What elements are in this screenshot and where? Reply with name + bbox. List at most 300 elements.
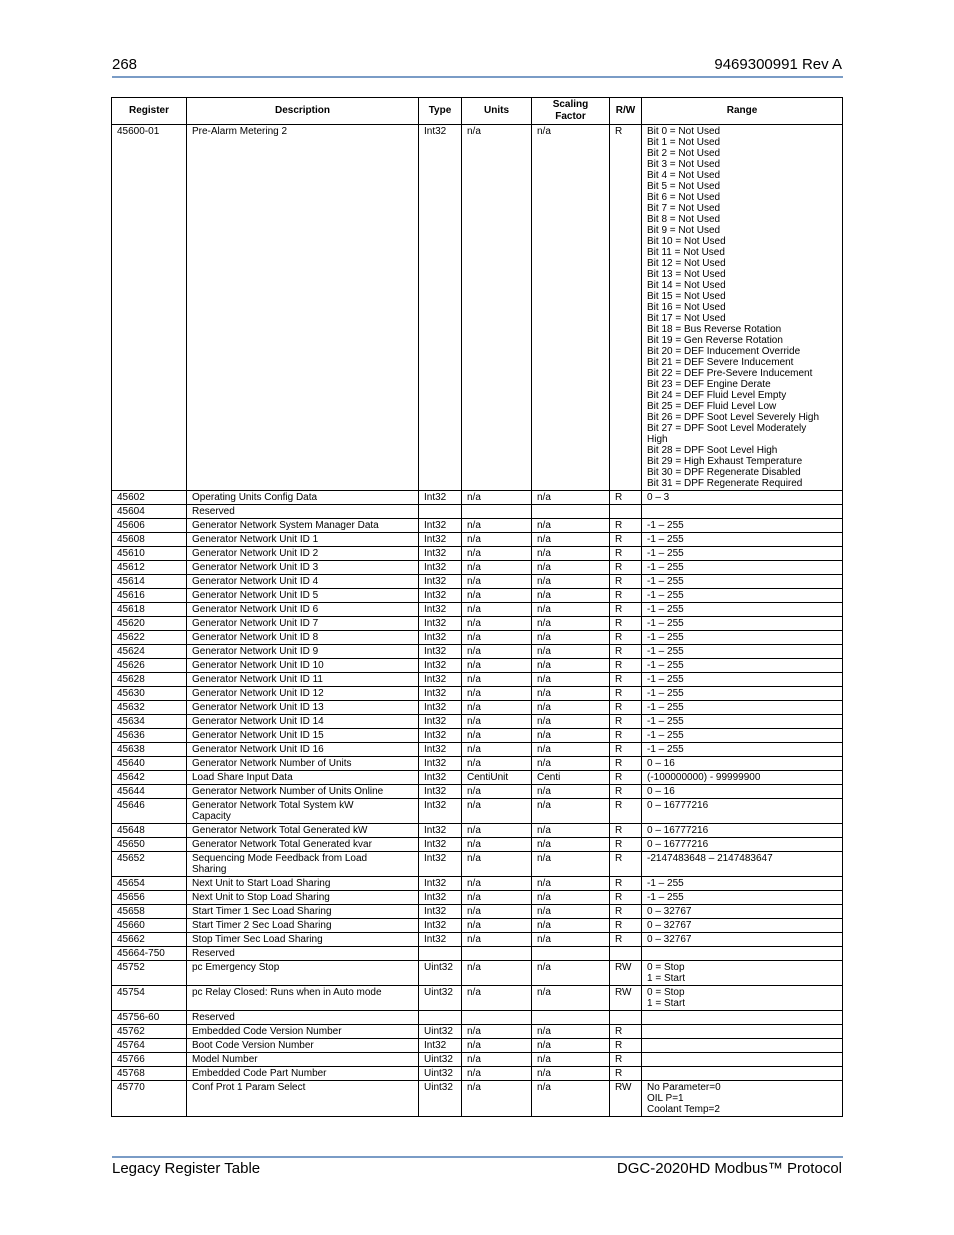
cell-register: 45600-01 (112, 125, 187, 491)
cell-rw: RW (610, 986, 642, 1011)
cell-units: n/a (462, 715, 532, 729)
cell-type (419, 505, 462, 519)
cell-range (642, 505, 843, 519)
cell-type: Int32 (419, 799, 462, 824)
cell-type: Int32 (419, 785, 462, 799)
cell-rw: R (610, 1039, 642, 1053)
cell-rw: R (610, 575, 642, 589)
cell-units: n/a (462, 743, 532, 757)
cell-rw: R (610, 715, 642, 729)
cell-type: Int32 (419, 645, 462, 659)
cell-units: n/a (462, 757, 532, 771)
cell-type: Int32 (419, 687, 462, 701)
cell-rw: R (610, 533, 642, 547)
table-row (112, 533, 843, 547)
cell-description: Generator Network Unit ID 8 (187, 631, 419, 645)
cell-rw: R (610, 561, 642, 575)
footer-document-title: DGC-2020HD Modbus™ Protocol (616, 1160, 842, 1177)
cell-scaling-factor: n/a (532, 799, 610, 824)
cell-description: Generator Network Number of Units (187, 757, 419, 771)
cell-rw: R (610, 519, 642, 533)
cell-range: 0 – 16 (642, 757, 843, 771)
cell-type: Int32 (419, 659, 462, 673)
cell-range: No Parameter=0 OIL P=1 Coolant Temp=2 (642, 1081, 843, 1117)
cell-range: -1 – 255 (642, 533, 843, 547)
cell-type: Int32 (419, 561, 462, 575)
cell-register: 45650 (112, 838, 187, 852)
cell-range: 0 = Stop 1 = Start (642, 961, 843, 986)
cell-range: -1 – 255 (642, 603, 843, 617)
cell-description: Generator Network Unit ID 3 (187, 561, 419, 575)
table-row (112, 838, 843, 852)
cell-units: CentiUnit (462, 771, 532, 785)
cell-register: 45602 (112, 491, 187, 505)
cell-units: n/a (462, 547, 532, 561)
cell-description: Conf Prot 1 Param Select (187, 1081, 419, 1117)
cell-register: 45768 (112, 1067, 187, 1081)
cell-description: Generator Network Unit ID 11 (187, 673, 419, 687)
cell-type: Int32 (419, 729, 462, 743)
cell-range: Bit 0 = Not Used Bit 1 = Not Used Bit 2 = Not Used Bit 3 = Not Used Bit 4 = Not Used Bit 5 = Not Used Bit 6 = Not Used Bit 7 = Not Used Bit 8 = Not Used Bit 9 = Not Used Bit 10 = Not Used Bit 11 = Not Used Bit 12 = Not Used Bit 13 = Not Used Bit 14 = Not Used Bit 15 = Not Used Bit 16 = Not Used Bit 17 = Not Used Bit 18 = Bus Reverse Rotation Bit 19 = Gen Reverse Rotation Bit 20 = DEF Inducement Override Bit 21 = DEF Severe Inducement Bit 22 = DEF Pre-Severe Inducement Bit 23 = DEF Engine Derate Bit 24 = DEF Fluid Level Empty Bit 25 = DEF Fluid Level Low Bit 26 = DPF Soot Level Severely High Bit 27 = DPF Soot Level Moderately High Bit 28 = DPF Soot Level High Bit 29 = High Exhaust Temperature Bit 30 = DPF Regenerate Disabled Bit 31 = DPF Regenerate Required (642, 125, 843, 491)
cell-description: Start Timer 1 Sec Load Sharing (187, 905, 419, 919)
table-row (112, 1067, 843, 1081)
cell-register: 45624 (112, 645, 187, 659)
cell-rw: R (610, 659, 642, 673)
cell-range: -1 – 255 (642, 519, 843, 533)
cell-type: Int32 (419, 603, 462, 617)
cell-register: 45766 (112, 1053, 187, 1067)
cell-type: Uint32 (419, 1053, 462, 1067)
cell-units: n/a (462, 701, 532, 715)
cell-description: Generator Network Unit ID 10 (187, 659, 419, 673)
cell-range: -1 – 255 (642, 547, 843, 561)
column-header-register: Register (112, 98, 187, 125)
cell-range: -1 – 255 (642, 645, 843, 659)
cell-scaling-factor: n/a (532, 743, 610, 757)
cell-description: Generator Network Unit ID 9 (187, 645, 419, 659)
cell-rw: R (610, 701, 642, 715)
column-header-type: Type (419, 98, 462, 125)
cell-range: 0 = Stop 1 = Start (642, 986, 843, 1011)
cell-units: n/a (462, 687, 532, 701)
cell-scaling-factor: n/a (532, 701, 610, 715)
cell-units: n/a (462, 491, 532, 505)
cell-units: n/a (462, 891, 532, 905)
cell-register: 45626 (112, 659, 187, 673)
cell-description: Generator Network Number of Units Online (187, 785, 419, 799)
cell-range (642, 1039, 843, 1053)
cell-rw: R (610, 757, 642, 771)
cell-scaling-factor: n/a (532, 877, 610, 891)
cell-scaling-factor: n/a (532, 491, 610, 505)
cell-rw: R (610, 673, 642, 687)
cell-rw: R (610, 799, 642, 824)
cell-rw: R (610, 785, 642, 799)
cell-scaling-factor: n/a (532, 589, 610, 603)
cell-type: Int32 (419, 125, 462, 491)
cell-scaling-factor: n/a (532, 687, 610, 701)
cell-scaling-factor (532, 947, 610, 961)
cell-rw (610, 505, 642, 519)
cell-scaling-factor: n/a (532, 824, 610, 838)
cell-description: Operating Units Config Data (187, 491, 419, 505)
cell-units: n/a (462, 617, 532, 631)
cell-register: 45656 (112, 891, 187, 905)
cell-scaling-factor: n/a (532, 986, 610, 1011)
cell-units: n/a (462, 1053, 532, 1067)
cell-scaling-factor: n/a (532, 1067, 610, 1081)
cell-scaling-factor: n/a (532, 891, 610, 905)
table-row (112, 617, 843, 631)
cell-range: 0 – 16777216 (642, 799, 843, 824)
cell-description: Start Timer 2 Sec Load Sharing (187, 919, 419, 933)
column-header-rw: R/W (610, 98, 642, 125)
cell-register: 45762 (112, 1025, 187, 1039)
cell-description: Sequencing Mode Feedback from Load Sharing (187, 852, 419, 877)
cell-rw: R (610, 877, 642, 891)
cell-range: 0 – 16777216 (642, 824, 843, 838)
cell-range: -1 – 255 (642, 659, 843, 673)
table-row (112, 771, 843, 785)
cell-range: -1 – 255 (642, 673, 843, 687)
cell-description: Generator Network Unit ID 15 (187, 729, 419, 743)
cell-description: Next Unit to Stop Load Sharing (187, 891, 419, 905)
cell-scaling-factor: n/a (532, 659, 610, 673)
table-row (112, 1011, 843, 1025)
cell-scaling-factor: n/a (532, 673, 610, 687)
cell-range: -1 – 255 (642, 561, 843, 575)
cell-rw: R (610, 771, 642, 785)
cell-scaling-factor: n/a (532, 729, 610, 743)
table-row (112, 547, 843, 561)
cell-scaling-factor: n/a (532, 603, 610, 617)
cell-rw: R (610, 824, 642, 838)
cell-units: n/a (462, 1039, 532, 1053)
cell-units: n/a (462, 785, 532, 799)
cell-type: Int32 (419, 891, 462, 905)
cell-type: Uint32 (419, 986, 462, 1011)
table-row (112, 687, 843, 701)
cell-scaling-factor: n/a (532, 757, 610, 771)
cell-rw (610, 1011, 642, 1025)
cell-range (642, 1067, 843, 1081)
cell-type: Int32 (419, 617, 462, 631)
table-row (112, 743, 843, 757)
table-row (112, 673, 843, 687)
cell-register: 45752 (112, 961, 187, 986)
cell-range: -1 – 255 (642, 729, 843, 743)
cell-scaling-factor: n/a (532, 1081, 610, 1117)
cell-register: 45612 (112, 561, 187, 575)
cell-scaling-factor: n/a (532, 919, 610, 933)
footer-rule (112, 1156, 843, 1158)
cell-rw: R (610, 852, 642, 877)
cell-register: 45652 (112, 852, 187, 877)
cell-rw: RW (610, 1081, 642, 1117)
cell-units: n/a (462, 1025, 532, 1039)
cell-register: 45634 (112, 715, 187, 729)
table-row (112, 919, 843, 933)
cell-units: n/a (462, 1067, 532, 1081)
cell-description: Generator Network Unit ID 12 (187, 687, 419, 701)
register-table (111, 97, 843, 1117)
cell-description: Generator Network Unit ID 16 (187, 743, 419, 757)
table-row (112, 701, 843, 715)
cell-type: Int32 (419, 575, 462, 589)
cell-rw: R (610, 125, 642, 491)
table-row (112, 561, 843, 575)
cell-units (462, 947, 532, 961)
cell-scaling-factor: n/a (532, 961, 610, 986)
cell-range: 0 – 3 (642, 491, 843, 505)
cell-units: n/a (462, 838, 532, 852)
cell-register: 45770 (112, 1081, 187, 1117)
cell-scaling-factor: n/a (532, 715, 610, 729)
cell-type: Uint32 (419, 1081, 462, 1117)
table-row (112, 757, 843, 771)
cell-scaling-factor: n/a (532, 852, 610, 877)
cell-description: Generator Network Unit ID 6 (187, 603, 419, 617)
cell-register: 45608 (112, 533, 187, 547)
cell-units: n/a (462, 125, 532, 491)
cell-range: -1 – 255 (642, 743, 843, 757)
cell-register: 45620 (112, 617, 187, 631)
table-row (112, 491, 843, 505)
table-row (112, 1081, 843, 1117)
cell-register: 45616 (112, 589, 187, 603)
cell-type: Int32 (419, 715, 462, 729)
cell-rw: R (610, 919, 642, 933)
column-header-units: Units (462, 98, 532, 125)
cell-rw: R (610, 891, 642, 905)
cell-rw: R (610, 933, 642, 947)
cell-rw: R (610, 838, 642, 852)
cell-register: 45618 (112, 603, 187, 617)
cell-register: 45658 (112, 905, 187, 919)
cell-scaling-factor: n/a (532, 785, 610, 799)
cell-scaling-factor: n/a (532, 631, 610, 645)
cell-type: Int32 (419, 743, 462, 757)
cell-type: Int32 (419, 877, 462, 891)
cell-register: 45646 (112, 799, 187, 824)
cell-range: -1 – 255 (642, 715, 843, 729)
cell-units: n/a (462, 729, 532, 743)
table-row (112, 645, 843, 659)
table-row (112, 986, 843, 1011)
cell-scaling-factor: n/a (532, 575, 610, 589)
cell-scaling-factor: n/a (532, 617, 610, 631)
cell-range: 0 – 32767 (642, 919, 843, 933)
cell-description: Generator Network Unit ID 7 (187, 617, 419, 631)
cell-range: 0 – 16 (642, 785, 843, 799)
column-header-description: Description (187, 98, 419, 125)
table-body (112, 125, 843, 1117)
cell-scaling-factor: n/a (532, 561, 610, 575)
table-row (112, 1025, 843, 1039)
cell-description: Generator Network Unit ID 5 (187, 589, 419, 603)
cell-range: -1 – 255 (642, 877, 843, 891)
cell-register: 45660 (112, 919, 187, 933)
page-header (112, 54, 842, 76)
cell-description: Generator Network Unit ID 1 (187, 533, 419, 547)
cell-register: 45638 (112, 743, 187, 757)
cell-units: n/a (462, 824, 532, 838)
cell-units: n/a (462, 673, 532, 687)
cell-type: Int32 (419, 491, 462, 505)
cell-register: 45642 (112, 771, 187, 785)
cell-register: 45628 (112, 673, 187, 687)
cell-rw: R (610, 617, 642, 631)
cell-type (419, 1011, 462, 1025)
table-row (112, 824, 843, 838)
table-header-row (112, 98, 843, 125)
column-header-scaling-factor: Scaling Factor (532, 98, 610, 125)
cell-type: Int32 (419, 533, 462, 547)
cell-range: -1 – 255 (642, 687, 843, 701)
cell-scaling-factor (532, 505, 610, 519)
cell-description: Embedded Code Part Number (187, 1067, 419, 1081)
cell-description: Generator Network Unit ID 14 (187, 715, 419, 729)
cell-scaling-factor: n/a (532, 933, 610, 947)
cell-units: n/a (462, 519, 532, 533)
table-row (112, 631, 843, 645)
cell-type: Uint32 (419, 961, 462, 986)
cell-description: Reserved (187, 505, 419, 519)
cell-register: 45630 (112, 687, 187, 701)
cell-units: n/a (462, 561, 532, 575)
cell-rw (610, 947, 642, 961)
column-header-range: Range (642, 98, 843, 125)
cell-register: 45648 (112, 824, 187, 838)
cell-type: Uint32 (419, 1025, 462, 1039)
cell-rw: R (610, 547, 642, 561)
table-row (112, 519, 843, 533)
cell-rw: R (610, 603, 642, 617)
cell-units: n/a (462, 1081, 532, 1117)
cell-rw: R (610, 645, 642, 659)
cell-register: 45636 (112, 729, 187, 743)
cell-units: n/a (462, 919, 532, 933)
cell-type: Int32 (419, 701, 462, 715)
cell-description: Generator Network System Manager Data (187, 519, 419, 533)
cell-type: Int32 (419, 838, 462, 852)
table-row (112, 715, 843, 729)
cell-rw: R (610, 631, 642, 645)
cell-register: 45756-60 (112, 1011, 187, 1025)
cell-scaling-factor: n/a (532, 1053, 610, 1067)
cell-register: 45610 (112, 547, 187, 561)
cell-description: Model Number (187, 1053, 419, 1067)
table-row (112, 1053, 843, 1067)
cell-range (642, 1011, 843, 1025)
table-row (112, 905, 843, 919)
cell-rw: R (610, 1067, 642, 1081)
cell-scaling-factor: n/a (532, 533, 610, 547)
cell-register: 45622 (112, 631, 187, 645)
table-row (112, 933, 843, 947)
cell-description: Generator Network Unit ID 2 (187, 547, 419, 561)
cell-units: n/a (462, 852, 532, 877)
table-row (112, 877, 843, 891)
cell-scaling-factor: n/a (532, 838, 610, 852)
cell-type: Int32 (419, 824, 462, 838)
page-footer (112, 1160, 842, 1182)
cell-register: 45662 (112, 933, 187, 947)
cell-register: 45632 (112, 701, 187, 715)
cell-scaling-factor: Centi (532, 771, 610, 785)
cell-scaling-factor (532, 1011, 610, 1025)
cell-type: Int32 (419, 631, 462, 645)
cell-range (642, 1025, 843, 1039)
table-row (112, 947, 843, 961)
table-row (112, 575, 843, 589)
cell-rw: R (610, 1025, 642, 1039)
cell-scaling-factor: n/a (532, 547, 610, 561)
header-rule (112, 76, 843, 78)
cell-units (462, 1011, 532, 1025)
cell-scaling-factor: n/a (532, 905, 610, 919)
page-number: 268 (112, 56, 138, 73)
cell-type: Int32 (419, 771, 462, 785)
cell-rw: R (610, 687, 642, 701)
cell-description: Reserved (187, 947, 419, 961)
cell-register: 45644 (112, 785, 187, 799)
cell-scaling-factor: n/a (532, 645, 610, 659)
cell-rw: R (610, 729, 642, 743)
cell-register: 45654 (112, 877, 187, 891)
cell-description: Reserved (187, 1011, 419, 1025)
cell-range (642, 947, 843, 961)
cell-units: n/a (462, 631, 532, 645)
cell-type: Int32 (419, 1039, 462, 1053)
cell-register: 45664-750 (112, 947, 187, 961)
cell-units: n/a (462, 986, 532, 1011)
cell-scaling-factor: n/a (532, 1039, 610, 1053)
table-row (112, 799, 843, 824)
table-row (112, 603, 843, 617)
cell-units (462, 505, 532, 519)
cell-description: pc Emergency Stop (187, 961, 419, 986)
cell-units: n/a (462, 659, 532, 673)
footer-section-title: Legacy Register Table (112, 1160, 261, 1177)
cell-register: 45640 (112, 757, 187, 771)
table-row (112, 505, 843, 519)
cell-range: -1 – 255 (642, 589, 843, 603)
cell-units: n/a (462, 533, 532, 547)
cell-description: Generator Network Total Generated kvar (187, 838, 419, 852)
cell-range (642, 1053, 843, 1067)
cell-units: n/a (462, 933, 532, 947)
table-row (112, 125, 843, 491)
cell-description: Stop Timer Sec Load Sharing (187, 933, 419, 947)
cell-range: (-100000000) - 99999900 (642, 771, 843, 785)
table-row (112, 785, 843, 799)
table-row (112, 659, 843, 673)
cell-description: Generator Network Unit ID 13 (187, 701, 419, 715)
cell-units: n/a (462, 603, 532, 617)
cell-range: 0 – 32767 (642, 905, 843, 919)
cell-description: Embedded Code Version Number (187, 1025, 419, 1039)
cell-register: 45606 (112, 519, 187, 533)
cell-register: 45604 (112, 505, 187, 519)
cell-register: 45614 (112, 575, 187, 589)
cell-type: Int32 (419, 757, 462, 771)
cell-units: n/a (462, 961, 532, 986)
cell-type: Uint32 (419, 1067, 462, 1081)
cell-units: n/a (462, 645, 532, 659)
cell-description: Boot Code Version Number (187, 1039, 419, 1053)
cell-units: n/a (462, 799, 532, 824)
